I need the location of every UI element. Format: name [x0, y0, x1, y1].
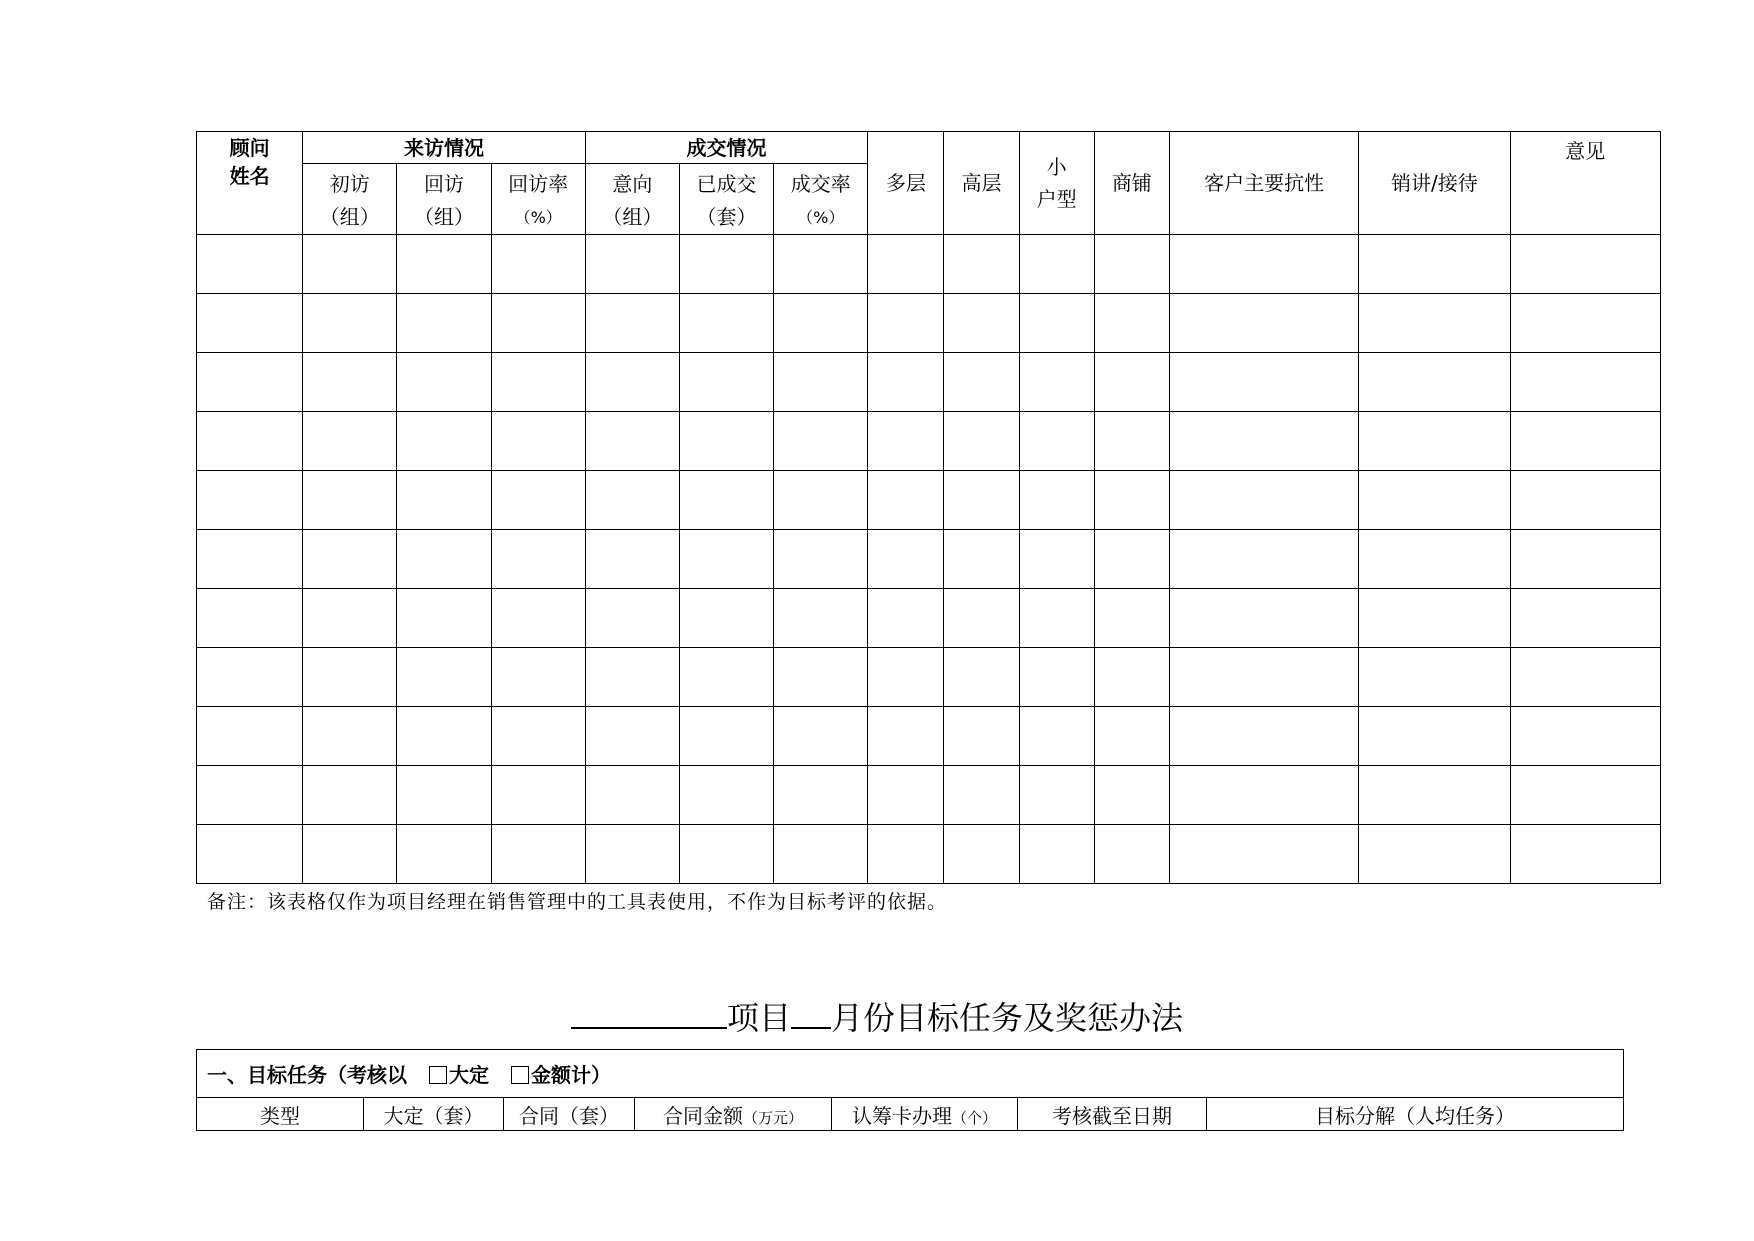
table-cell[interactable] [1169, 707, 1358, 766]
col-card-unit: （个） [951, 1108, 997, 1127]
table-cell[interactable] [1019, 235, 1094, 294]
table-cell[interactable] [868, 648, 944, 707]
header-multi-storey: 多层 [868, 132, 944, 235]
header-closed-line2: （套） [696, 205, 757, 229]
header-sales-reception: 销讲/接待 [1359, 132, 1510, 235]
table-cell[interactable] [1359, 235, 1510, 294]
table-cell[interactable] [491, 353, 585, 412]
table-cell[interactable] [679, 589, 773, 648]
table-cell[interactable] [774, 766, 868, 825]
col-card-label: 认筹卡办理 [851, 1103, 952, 1128]
table-cell[interactable] [679, 235, 773, 294]
table-cell[interactable] [944, 707, 1019, 766]
table-cell[interactable] [585, 235, 679, 294]
header-intent-line2: （组） [602, 205, 663, 229]
table-cell[interactable] [585, 412, 679, 471]
col-card [832, 1098, 1018, 1131]
table-cell[interactable] [303, 235, 397, 294]
title-rest: 月份目标任务及奖惩办法 [831, 999, 1184, 1037]
header-deal-rate [774, 164, 868, 235]
table-cell[interactable] [491, 825, 585, 884]
table-cell[interactable] [1510, 412, 1660, 471]
table-row [197, 235, 1661, 294]
month-blank[interactable] [791, 1001, 831, 1029]
table-cell[interactable] [197, 648, 303, 707]
table-cell[interactable] [397, 648, 491, 707]
table-cell[interactable] [1094, 353, 1169, 412]
header-deal-rate-line2: （%） [797, 208, 845, 227]
header-first-visit-line2: （组） [319, 205, 380, 229]
table-cell[interactable] [774, 825, 868, 884]
table-cell[interactable] [1094, 471, 1169, 530]
table-cell[interactable] [1169, 412, 1358, 471]
table-cell[interactable] [585, 825, 679, 884]
table-cell[interactable] [303, 648, 397, 707]
table-cell[interactable] [197, 294, 303, 353]
table-cell[interactable] [1094, 766, 1169, 825]
table-cell[interactable] [1510, 530, 1660, 589]
header-intent-line1: 意向 [612, 172, 653, 196]
table-cell[interactable] [491, 412, 585, 471]
table-cell[interactable] [679, 530, 773, 589]
table-cell[interactable] [1019, 648, 1094, 707]
header-opinion: 意见 [1510, 132, 1660, 235]
table-cell[interactable] [944, 294, 1019, 353]
table-cell[interactable] [397, 294, 491, 353]
table-cell[interactable] [397, 766, 491, 825]
table-cell[interactable] [1019, 294, 1094, 353]
table-cell[interactable] [491, 530, 585, 589]
col-contract-amount-label: 合同金额 [662, 1103, 743, 1128]
header-closed [679, 164, 773, 235]
table-cell[interactable] [868, 353, 944, 412]
table-cell[interactable] [1019, 412, 1094, 471]
table-cell[interactable] [1359, 766, 1510, 825]
table-cell[interactable] [774, 530, 868, 589]
header-group-deals: 成交情况 [585, 132, 868, 164]
table-cell[interactable] [1359, 353, 1510, 412]
header-shop: 商铺 [1094, 132, 1169, 235]
table-cell[interactable] [1094, 825, 1169, 884]
table-cell[interactable] [197, 825, 303, 884]
table-cell[interactable] [197, 471, 303, 530]
header-consultant-name [197, 132, 303, 235]
table-cell[interactable] [1169, 530, 1358, 589]
table-cell[interactable] [1359, 412, 1510, 471]
table-cell[interactable] [585, 648, 679, 707]
table-body [197, 235, 1661, 884]
amount-checkbox[interactable] [511, 1066, 529, 1084]
table-cell[interactable] [868, 235, 944, 294]
table-cell[interactable] [397, 471, 491, 530]
table-cell[interactable] [397, 353, 491, 412]
table-cell[interactable] [774, 294, 868, 353]
header-high-rise: 高层 [944, 132, 1019, 235]
table-cell[interactable] [491, 471, 585, 530]
table-cell[interactable] [303, 530, 397, 589]
table-cell[interactable] [1094, 648, 1169, 707]
col-breakdown: 目标分解（人均任务） [1207, 1098, 1624, 1131]
header-consultant-line1: 顾问 [229, 136, 270, 160]
table-cell[interactable] [944, 412, 1019, 471]
table-cell[interactable] [868, 766, 944, 825]
table-cell[interactable] [774, 707, 868, 766]
table-cell[interactable] [1019, 530, 1094, 589]
table-cell[interactable] [1510, 235, 1660, 294]
table-row [197, 471, 1661, 530]
table-cell[interactable] [679, 294, 773, 353]
table-cell[interactable] [1510, 825, 1660, 884]
table-cell[interactable] [679, 412, 773, 471]
table-cell[interactable] [491, 294, 585, 353]
header-deal-rate-line1: 成交率 [790, 172, 851, 196]
table-cell[interactable] [1510, 707, 1660, 766]
table-cell[interactable] [1019, 766, 1094, 825]
table-cell[interactable] [303, 471, 397, 530]
amount-option-label: 金额计） [531, 1063, 611, 1087]
header-return-rate-line2: （%） [514, 208, 562, 227]
table-cell[interactable] [1359, 471, 1510, 530]
table-cell[interactable] [1169, 648, 1358, 707]
table-cell[interactable] [491, 589, 585, 648]
table-note: 备注：该表格仅作为项目经理在销售管理中的工具表使用，不作为目标考评的依据。 [207, 891, 948, 913]
header-closed-line1: 已成交 [696, 172, 757, 196]
table-cell[interactable] [1359, 825, 1510, 884]
header-first-visit-line1: 初访 [329, 172, 370, 196]
table-cell[interactable] [197, 353, 303, 412]
header-return-rate-line1: 回访率 [508, 172, 569, 196]
table-cell[interactable] [1169, 589, 1358, 648]
table-cell[interactable] [303, 353, 397, 412]
table-cell[interactable] [679, 766, 773, 825]
table-cell[interactable] [944, 235, 1019, 294]
table-cell[interactable] [397, 235, 491, 294]
table-cell[interactable] [1019, 353, 1094, 412]
table-cell[interactable] [1510, 294, 1660, 353]
table-cell[interactable] [197, 766, 303, 825]
table-cell[interactable] [1094, 294, 1169, 353]
header-small-unit-line1: 小 [1046, 155, 1067, 179]
table-cell[interactable] [1510, 471, 1660, 530]
header-objection: 客户主要抗性 [1169, 132, 1358, 235]
table-cell[interactable] [491, 235, 585, 294]
header-return-visit-line1: 回访 [423, 172, 464, 196]
table-cell[interactable] [679, 648, 773, 707]
deposit-checkbox[interactable] [429, 1066, 447, 1084]
table-cell[interactable] [397, 707, 491, 766]
table-cell[interactable] [868, 294, 944, 353]
col-type: 类型 [197, 1098, 364, 1131]
header-small-unit-line2: 户型 [1036, 187, 1077, 211]
table-cell[interactable] [1094, 707, 1169, 766]
table-cell[interactable] [868, 707, 944, 766]
table-cell[interactable] [774, 471, 868, 530]
table-cell[interactable] [1019, 825, 1094, 884]
table-cell[interactable] [1510, 648, 1660, 707]
table-cell[interactable] [868, 471, 944, 530]
table-cell[interactable] [944, 353, 1019, 412]
table-cell[interactable] [944, 471, 1019, 530]
table-cell[interactable] [1169, 471, 1358, 530]
table-cell[interactable] [868, 530, 944, 589]
table-cell[interactable] [397, 412, 491, 471]
table-cell[interactable] [397, 825, 491, 884]
table-cell[interactable] [679, 707, 773, 766]
table-cell[interactable] [679, 825, 773, 884]
table-cell[interactable] [1359, 530, 1510, 589]
table-cell[interactable] [944, 825, 1019, 884]
table-row [197, 707, 1661, 766]
table-cell[interactable] [774, 648, 868, 707]
table-cell[interactable] [774, 235, 868, 294]
table-cell[interactable] [397, 589, 491, 648]
table-cell[interactable] [944, 589, 1019, 648]
table-cell[interactable] [1169, 825, 1358, 884]
table-row [197, 294, 1661, 353]
header-return-rate [491, 164, 585, 235]
header-first-visit [303, 164, 397, 235]
table-cell[interactable] [197, 412, 303, 471]
col-contract: 合同（套） [504, 1098, 635, 1131]
table-row [197, 766, 1661, 825]
table-cell[interactable] [774, 412, 868, 471]
table-row [197, 353, 1661, 412]
header-consultant-line2: 姓名 [229, 164, 270, 188]
table-cell[interactable] [1359, 707, 1510, 766]
table-cell[interactable] [197, 589, 303, 648]
table-cell[interactable] [1019, 589, 1094, 648]
table-cell[interactable] [944, 530, 1019, 589]
table-cell[interactable] [303, 294, 397, 353]
table-cell[interactable] [303, 589, 397, 648]
table-cell[interactable] [1359, 294, 1510, 353]
table-cell[interactable] [303, 707, 397, 766]
table-row [197, 530, 1661, 589]
table-cell[interactable] [1359, 589, 1510, 648]
table-cell[interactable] [868, 412, 944, 471]
table-cell[interactable] [585, 471, 679, 530]
table-row [197, 825, 1661, 884]
table-cell[interactable] [303, 766, 397, 825]
table-cell[interactable] [1094, 530, 1169, 589]
table-cell[interactable] [1094, 235, 1169, 294]
table-cell[interactable] [1169, 235, 1358, 294]
table-row [197, 412, 1661, 471]
table-cell[interactable] [944, 766, 1019, 825]
table-cell[interactable] [1094, 412, 1169, 471]
col-contract-amount-unit: （万元） [742, 1108, 803, 1127]
table-cell[interactable] [585, 353, 679, 412]
title-project-label: 项目 [726, 999, 791, 1037]
table-cell[interactable] [1169, 294, 1358, 353]
project-name-blank[interactable] [571, 1001, 727, 1029]
table-cell[interactable] [1019, 707, 1094, 766]
table-cell[interactable] [585, 589, 679, 648]
table-cell[interactable] [868, 589, 944, 648]
table-cell[interactable] [491, 766, 585, 825]
col-deposit: 大定（套） [364, 1098, 504, 1131]
header-small-unit [1019, 132, 1094, 235]
table-cell[interactable] [944, 648, 1019, 707]
table-cell[interactable] [1169, 353, 1358, 412]
table-cell[interactable] [303, 412, 397, 471]
table-cell[interactable] [585, 294, 679, 353]
table-cell[interactable] [197, 707, 303, 766]
table-cell[interactable] [1510, 766, 1660, 825]
table-cell[interactable] [585, 766, 679, 825]
table-cell[interactable] [774, 353, 868, 412]
table-cell[interactable] [197, 235, 303, 294]
header-return-visit [397, 164, 491, 235]
table-cell[interactable] [303, 825, 397, 884]
table-cell[interactable] [774, 589, 868, 648]
table-cell[interactable] [1094, 589, 1169, 648]
table-cell[interactable] [491, 707, 585, 766]
table-cell[interactable] [1359, 648, 1510, 707]
deposit-option-label: 大定 [449, 1063, 489, 1087]
table-cell[interactable] [868, 825, 944, 884]
table-cell[interactable] [679, 471, 773, 530]
table-cell[interactable] [197, 530, 303, 589]
table-cell[interactable] [1169, 766, 1358, 825]
table-cell[interactable] [585, 530, 679, 589]
table-cell[interactable] [397, 530, 491, 589]
header-group-visits: 来访情况 [303, 132, 586, 164]
col-contract-amount [635, 1098, 832, 1131]
table-cell[interactable] [491, 648, 585, 707]
table-cell[interactable] [585, 707, 679, 766]
section-target-task [197, 1050, 1624, 1098]
table-row [197, 648, 1661, 707]
table-cell[interactable] [1019, 471, 1094, 530]
table-cell[interactable] [1510, 589, 1660, 648]
table-row [197, 589, 1661, 648]
table-cell[interactable] [679, 353, 773, 412]
page-title [0, 993, 1754, 1039]
col-deadline: 考核截至日期 [1018, 1098, 1207, 1131]
header-intent [585, 164, 679, 235]
sales-tracking-table [196, 131, 1661, 884]
header-return-visit-line2: （组） [413, 205, 474, 229]
target-task-table [196, 1049, 1624, 1131]
section-title: 一、目标任务（考核以 [207, 1063, 407, 1087]
table-cell[interactable] [1510, 353, 1660, 412]
